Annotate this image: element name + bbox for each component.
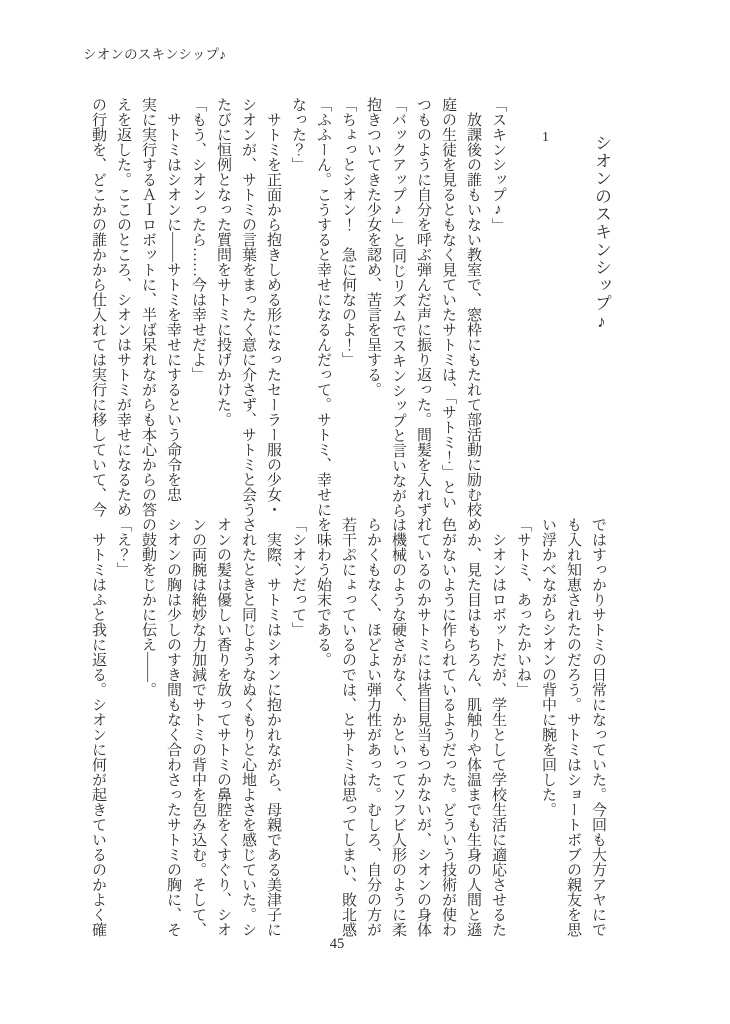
text-column: 抱きついてきた少女を認め、苦言を呈する。 bbox=[365, 97, 381, 397]
text-column: い浮かべながらシオンの背中に腕を回した。 bbox=[540, 517, 556, 817]
text-column: 「ふふーん。こうすると幸せになるんだって。サトミ、幸せに bbox=[315, 97, 331, 517]
text-column: の行動を、どこかの誰かから仕入れては実行に移していて、今 bbox=[90, 97, 106, 517]
story-title: シオンのスキンシップ♪ bbox=[592, 134, 611, 332]
text-column: 「シオンだって」 bbox=[290, 517, 306, 637]
text-column: オンの髪は優しい香りを放ってサトミの鼻腔をくすぐり、シオ bbox=[215, 517, 231, 937]
text-column: 色がないように作られているようだった。どういう技術が使わ bbox=[440, 517, 456, 937]
text-column: 庭の生徒を見るともなく見ていたサトミは、「サトミ！」とい bbox=[440, 97, 456, 510]
text-column: を味わう始末である。 bbox=[315, 517, 331, 667]
text-column: 「え？」 bbox=[115, 517, 131, 577]
text-column: 実際、サトミはシオンに抱かれながら、母親である美津子に bbox=[265, 517, 281, 937]
text-column: 「ちょっとシオン！ 急に何なのよ！」 bbox=[340, 97, 356, 367]
text-column: サトミはシオンに——サトミを幸せにするという命令を忠 bbox=[165, 97, 181, 502]
text-column: 「スキンシップ♪」 bbox=[490, 97, 506, 233]
text-column: シオンが、サトミの言葉をまったく意に介さず、サトミと会う bbox=[240, 97, 256, 517]
text-column: らかくもなく、ほどよい弾力性があった。むしろ、自分の方が bbox=[365, 517, 381, 937]
text-column: サトミを正面から抱きしめる形になったセーラー服の少女・ bbox=[265, 97, 281, 517]
text-column: なった？」 bbox=[290, 97, 306, 172]
text-column: されたときと同じようなぬくもりと心地よさを感じていた。シ bbox=[240, 517, 256, 937]
text-column: も入れ知恵されたのだろう。サトミはショートボブの親友を思 bbox=[565, 517, 581, 937]
text-column: 放課後の誰もいない教室で、窓枠にもたれて部活動に励む校 bbox=[465, 97, 481, 517]
text-column: 「バックアップ♪」と同じリズムでスキンシップと言いながら bbox=[390, 97, 406, 518]
text-block-bottom bbox=[85, 517, 610, 957]
text-column: の鼓動をじかに伝え——。 bbox=[140, 517, 156, 697]
text-column: は機械のような硬さがなく、かといってソフビ人形のように柔 bbox=[390, 517, 406, 937]
text-column: れているのかサトミには皆目見当もつかないが、シオンの身体 bbox=[415, 517, 431, 937]
chapter-number: 1 bbox=[542, 130, 549, 145]
text-column: ンの両腕は絶妙な力加減でサトミの背中を包み込む。そして、 bbox=[190, 517, 206, 937]
text-column: シオンはロボットだが、学生として学校生活に適応させるた bbox=[490, 517, 506, 937]
text-column: シオンの胸は少しのすき間もなく合わさったサトミの胸に、そ bbox=[165, 517, 181, 937]
text-column: めか、見た目はもちろん、肌触りや体温までも生身の人間と遜 bbox=[465, 517, 481, 937]
text-column: 「もう、シオンったら……今は幸せだよ」 bbox=[190, 97, 206, 382]
text-column: つものように自分を呼ぶ弾んだ声に振り返った。間髪を入れず、 bbox=[415, 97, 431, 532]
text-column: 若干ぷにょっているのでは、とサトミは思ってしまい、敗北感 bbox=[340, 517, 356, 937]
text-column: サトミはふと我に返る。シオンに何が起きているのかよく確 bbox=[90, 517, 106, 937]
text-column: 実に実行するＡＩロボットに、半ば呆れながらも本心からの答 bbox=[140, 97, 156, 517]
running-header: シオンのスキンシップ♪ bbox=[83, 47, 227, 62]
text-block-top bbox=[85, 97, 510, 537]
page-number: 45 bbox=[329, 936, 345, 952]
text-column: 「サトミ、あったかいね」 bbox=[515, 517, 531, 697]
text-column: たびに恒例となった質問をサトミに投げかけた。 bbox=[215, 97, 231, 427]
text-column: ではすっかりサトミの日常になっていた。今回も大方アヤにで bbox=[590, 517, 606, 937]
text-column: えを返した。ここのところ、シオンはサトミが幸せになるため bbox=[115, 97, 131, 517]
